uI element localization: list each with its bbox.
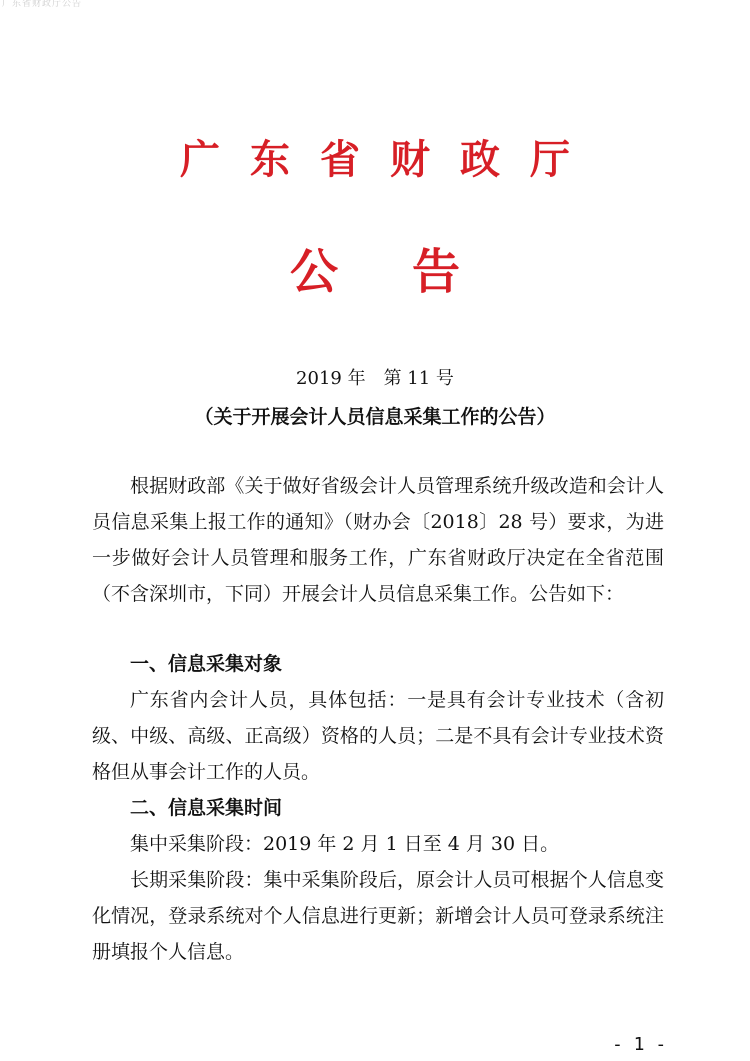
header-watermark: 广东省财政厅公告 [2,0,83,8]
intro-paragraph: 根据财政部《关于做好省级会计人员管理系统升级改造和会计人员信息采集上报工作的通知》（财办会〔2018〕28 号）要求，为进一步做好会计人员管理和服务工作，广东省财政厅决定在全省范围（不含深圳市，下同）开展会计人员信息采集工作。公告如下： [92,475,664,605]
agency-title: 广东省财政厅 [180,136,600,183]
section-heading-time: 二、信息采集时间 [130,797,283,819]
long-term-stage-paragraph: 长期采集阶段：集中采集阶段后，原会计人员可根据个人信息变化情况，登录系统对个人信息进行更新；新增会计人员可登录系统注册填报个人信息。 [92,869,664,963]
section-heading-target: 一、信息采集对象 [130,653,283,675]
target-paragraph: 广东省内会计人员，具体包括：一是具有会计专业技术（含初级、中级、高级、正高级）资格的人员；二是不具有会计专业技术资格但从事会计工作的人员。 [92,689,664,783]
document-number: 2019 年 第 11 号 [296,368,454,389]
central-stage-paragraph: 集中采集阶段：2019 年 2 月 1 日至 4 月 30 日。 [130,833,560,855]
document-type-title: 公告 [289,244,534,300]
document-subtitle: （关于开展会计人员信息采集工作的公告） [194,406,556,428]
page-number: - 1 - [612,1034,667,1055]
